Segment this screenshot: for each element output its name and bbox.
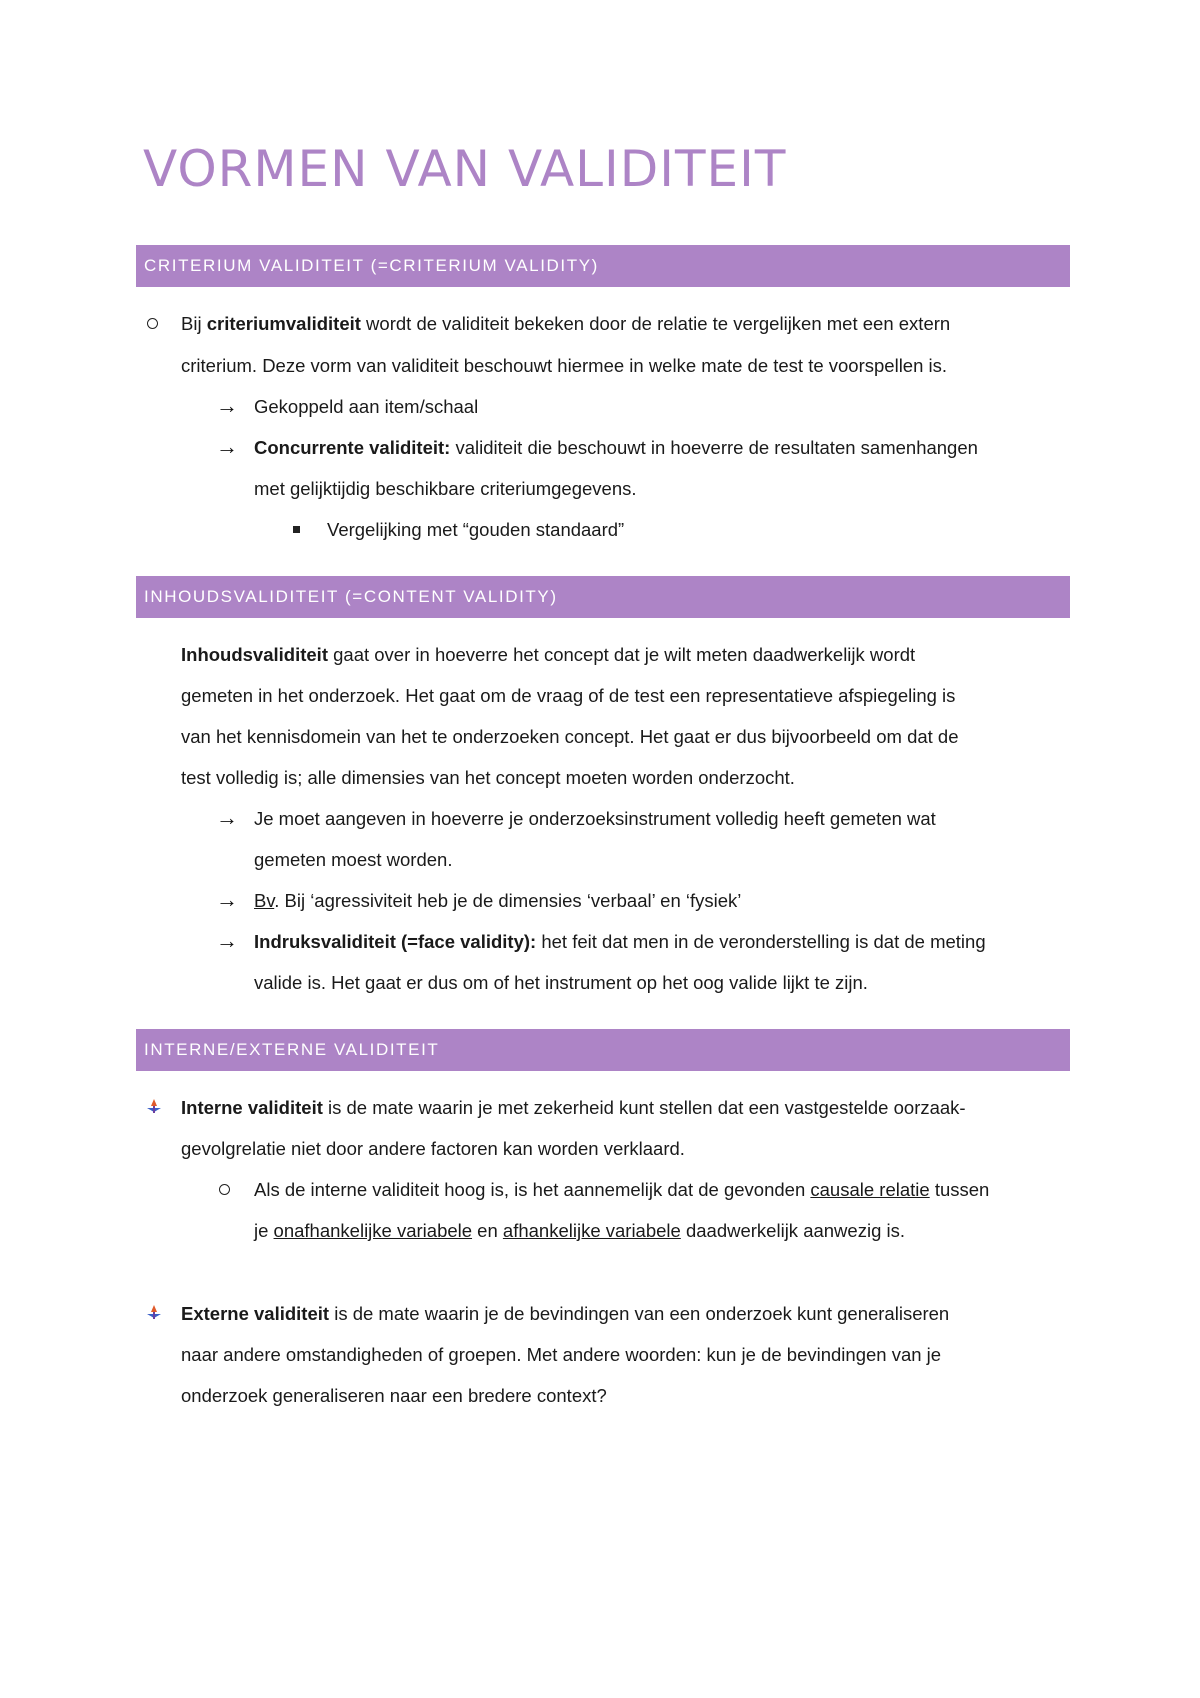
underlined-term: causale relatie <box>810 1179 930 1200</box>
list-item <box>254 436 978 460</box>
list-item: Gekoppeld aan item/schaal <box>254 396 479 417</box>
text-run: en <box>472 1220 503 1241</box>
bold-term: Indruksvaliditeit (=face validity): <box>254 931 537 952</box>
paragraph-line: test volledig is; alle dimensies van het concept moeten worden onderzocht. <box>181 767 795 788</box>
paragraph-line: gevolgrelatie niet door andere factoren kan worden verklaard. <box>181 1138 685 1159</box>
text-run: gaat over in hoeverre het concept dat je wilt meten daadwerkelijk wordt <box>327 644 916 665</box>
pushpin-bullet-icon <box>145 1304 163 1320</box>
circle-bullet-icon <box>219 1184 230 1195</box>
text-run: . Bij ‘agressiviteit heb je de dimensies ‘verbaal’ en ‘fysiek’ <box>274 890 742 911</box>
section-heading-criterium: CRITERIUM VALIDITEIT (=CRITERIUM VALIDITY) <box>136 245 1070 287</box>
arrow-right-icon: → <box>216 928 238 953</box>
text-run: is de mate waarin je met zekerheid kunt stellen dat een vastgestelde oorzaak- <box>322 1097 966 1118</box>
bold-term: Interne validiteit <box>181 1097 323 1118</box>
sub-list-item: Vergelijking met “gouden standaard” <box>327 519 625 540</box>
arrow-right-icon: → <box>216 434 238 459</box>
pushpin-bullet-icon <box>145 1098 163 1114</box>
list-item <box>254 889 741 913</box>
section-heading-inhoud: INHOUDSVALIDITEIT (=CONTENT VALIDITY) <box>136 576 1070 618</box>
paragraph-line <box>181 1096 966 1120</box>
paragraph-line <box>181 312 950 336</box>
circle-bullet-icon <box>147 318 158 329</box>
page-title: VORMEN VAN VALIDITEIT <box>143 140 787 198</box>
paragraph-line: van het kennisdomein van het te onderzoeken concept. Het gaat er dus bijvoorbeeld om dat de <box>181 726 959 747</box>
sub-list-item <box>254 1178 989 1202</box>
paragraph-line: criterium. Deze vorm van validiteit beschouwt hiermee in welke mate de test te voorspellen is. <box>181 355 948 376</box>
square-bullet-icon <box>293 526 300 533</box>
paragraph-line: naar andere omstandigheden of groepen. Met andere woorden: kun je de bevindingen van je <box>181 1344 942 1365</box>
list-item-line: met gelijktijdig beschikbare criteriumgegevens. <box>254 478 637 499</box>
sub-list-item-line <box>254 1219 905 1243</box>
bold-term: Concurrente validiteit: <box>254 437 451 458</box>
underlined-term: Bv <box>254 890 275 911</box>
text-run: Als de interne validiteit hoog is, is het aannemelijk dat de gevonden <box>254 1179 811 1200</box>
arrow-right-icon: → <box>216 887 238 912</box>
paragraph-line: gemeten in het onderzoek. Het gaat om de vraag of de test een representatieve afspiegeling is <box>181 685 956 706</box>
list-item <box>254 930 986 954</box>
text-run: daadwerkelijk aanwezig is. <box>680 1220 905 1241</box>
arrow-right-icon: → <box>216 805 238 830</box>
text-run: tussen <box>929 1179 990 1200</box>
text-run: Bij <box>181 313 207 334</box>
list-item: Je moet aangeven in hoeverre je onderzoeksinstrument volledig heeft gemeten wat <box>254 808 936 829</box>
text-run: het feit dat men in de veronderstelling is dat de meting <box>536 931 986 952</box>
text-run: wordt de validiteit bekeken door de relatie te vergelijken met een extern <box>360 313 951 334</box>
arrow-right-icon: → <box>216 393 238 418</box>
paragraph-line <box>181 1302 949 1326</box>
text-run: validiteit die beschouwt in hoeverre de resultaten samenhangen <box>450 437 978 458</box>
underlined-term: onafhankelijke variabele <box>273 1220 473 1241</box>
paragraph-line <box>181 643 915 667</box>
bold-term: Inhoudsvaliditeit <box>181 644 328 665</box>
underlined-term: afhankelijke variabele <box>502 1220 681 1241</box>
paragraph-line: onderzoek generaliseren naar een bredere context? <box>181 1385 607 1406</box>
bold-term: criteriumvaliditeit <box>206 313 361 334</box>
text-run: je <box>254 1220 274 1241</box>
bold-term: Externe validiteit <box>181 1303 330 1324</box>
section-heading-intern-extern: INTERNE/EXTERNE VALIDITEIT <box>136 1029 1070 1071</box>
text-run: is de mate waarin je de bevindingen van een onderzoek kunt generaliseren <box>329 1303 950 1324</box>
list-item-line: valide is. Het gaat er dus om of het instrument op het oog valide lijkt te zijn. <box>254 972 868 993</box>
list-item-line: gemeten moest worden. <box>254 849 453 870</box>
